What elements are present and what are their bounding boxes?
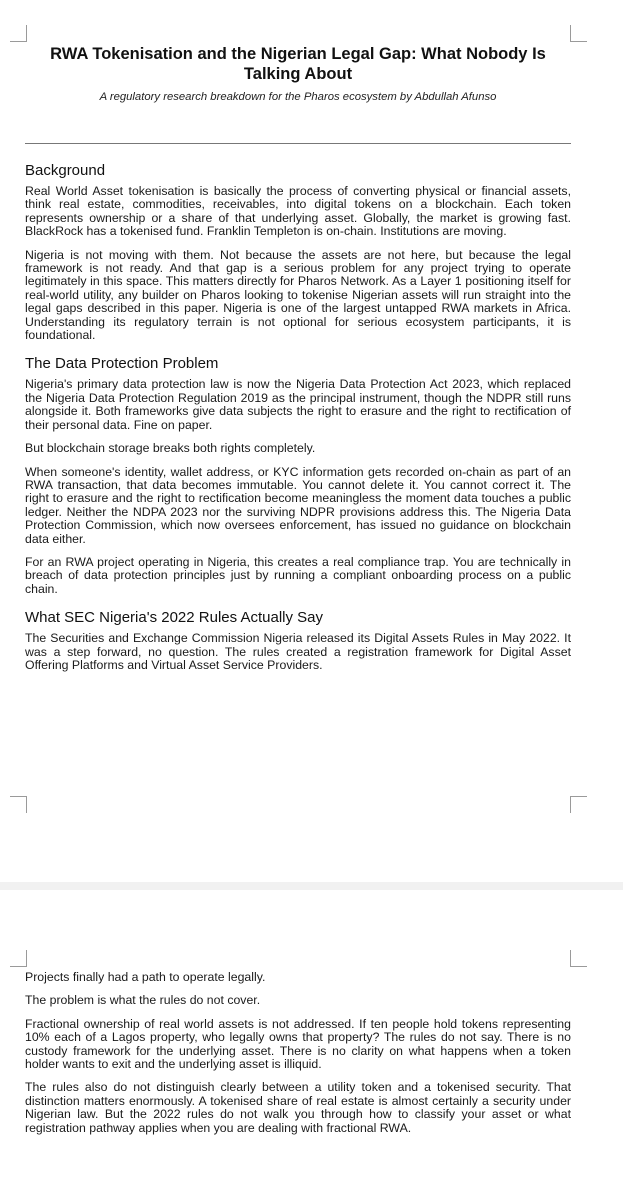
section-data-protection	[25, 354, 571, 596]
margin-corner-mark	[570, 25, 587, 42]
title-divider	[25, 143, 571, 144]
section-background	[25, 161, 571, 342]
document-page-2	[0, 890, 623, 1199]
paragraph: When someone's identity, wallet address, or KYC information gets recorded on-chain as part of an RWA transaction, that data becomes immutable. You cannot delete it. You cannot correct it. The right to erasure and the right to rectification become meaningless the moment data touches a public ledger. Neither the NDPA 2023 nor the surviving NDPR provisions address this. The Nigeria Data Protection Commission, which now oversees enforcement, has issued no guidance on blockchain data either.	[25, 464, 571, 546]
paragraph: The problem is what the rules do not cover.	[25, 993, 261, 1008]
paragraph: Fractional ownership of real world assets is not addressed. If ten people hold tokens representing 10% each of a Lagos property, who legally owns that property? The rules do not say. There is no custody framework for the underlying asset. There is no clarity on what happens when a token holder wants to exit and the underlying asset is illiquid.	[25, 1016, 571, 1072]
document-subtitle: A regulatory research breakdown for the Pharos ecosystem by Abdullah Afunso	[99, 91, 497, 103]
paragraph: Nigeria's primary data protection law is now the Nigeria Data Protection Act 2023, which replaced the Nigeria Data Protection Regulation 2019 as the principal instrument, though the NDPR still runs alongside it. Both frameworks give data subjects the right to erasure and the right to rectification of their personal data. Fine on paper.	[25, 377, 571, 432]
margin-corner-mark	[10, 950, 27, 967]
document-title: RWA Tokenisation and the Nigerian Legal Gap: What Nobody Is Talking About	[50, 45, 546, 83]
paragraph: But blockchain storage breaks both rights completely.	[25, 441, 316, 456]
section-heading: The Data Protection Problem	[25, 355, 219, 373]
paragraph: Projects finally had a path to operate legally.	[25, 970, 266, 984]
margin-corner-mark	[10, 796, 27, 813]
paragraph: The rules also do not distinguish clearly between a utility token and a tokenised security. That distinction matters enormously. A tokenised share of real estate is almost certainly a security under Nigerian law. But the 2022 rules do not walk you through how to classify your asset or what registration pathway applies when you are dealing with fractional RWA.	[25, 1080, 571, 1135]
section-heading: What SEC Nigeria's 2022 Rules Actually Say	[25, 609, 324, 627]
margin-corner-mark	[570, 950, 587, 967]
paragraph: The Securities and Exchange Commission Nigeria released its Digital Assets Rules in May 2022. It was a step forward, no question. The rules created a registration framework for Digital Asset Offering Platforms and Virtual Asset Service Providers.	[25, 631, 571, 672]
margin-corner-mark	[10, 25, 27, 42]
section-sec-rules	[25, 608, 571, 672]
section-heading: Background	[25, 162, 106, 179]
paragraph: Real World Asset tokenisation is basically the process of converting physical or financial assets, think real estate, commodities, receivables, into digital tokens on a blockchain. Each token represents ownership or a share of that underlying asset. Globally, the market is growing fast. BlackRock has a tokenised fund. Franklin Templeton is on-chain. Institutions are moving.	[25, 184, 571, 239]
paragraph: For an RWA project operating in Nigeria, this creates a real compliance trap. You are technically in breach of data protection principles just by running a compliant onboarding process on a public chain.	[25, 554, 571, 596]
paragraph: Nigeria is not moving with them. Not because the assets are not here, but because the legal framework is not ready. And that gap is a serious problem for any project trying to operate legitimately in this space. This matters directly for Pharos Network. As a Layer 1 positioning itself for real-world utility, any builder on Pharos looking to tokenise Nigerian assets will run straight into the legal gaps described in this paper. Nigeria is one of the largest untapped RWA markets in Africa. Understanding its regulatory terrain is not optional for serious ecosystem participants, it is foundational.	[25, 247, 571, 343]
margin-corner-mark	[570, 796, 587, 813]
